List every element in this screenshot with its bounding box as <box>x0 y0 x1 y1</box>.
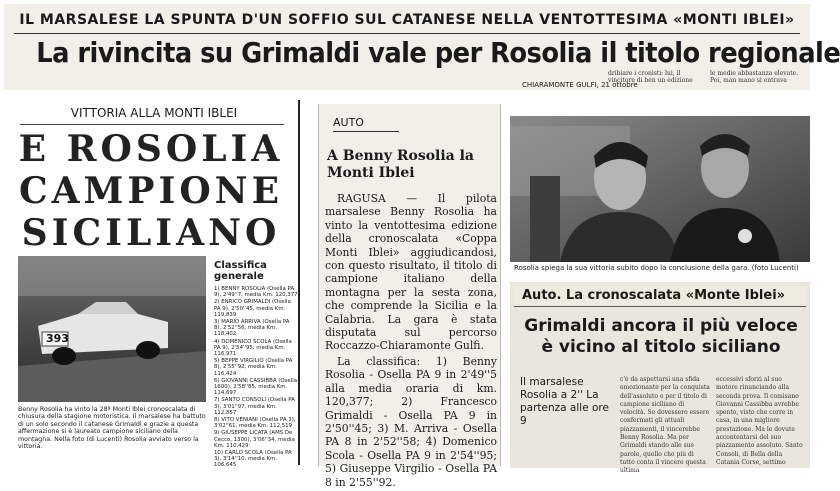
race-car-illustration <box>18 256 206 402</box>
rosolia-photo <box>510 116 810 262</box>
banner-article <box>4 4 840 90</box>
grimaldi-headline: Grimaldi ancora il più veloce è vicino al titolo siciliano <box>524 316 798 357</box>
list-item: 5) BEPPE VIRGILIO (Osella PA 8), 2'55''92, media Km. 116,424 <box>214 358 293 377</box>
classifica-box <box>214 260 298 470</box>
classifica-list <box>214 286 298 469</box>
list-item: 4) DOMENICO SCOLA (Osella PA 9), 2'54''95, media Km. 116,971 <box>214 338 292 358</box>
auto-paragraph: RAGUSA — Il pilota marsalese Benny Rosolia ha vinto la ventottesima edizione della cronoscalata «Coppa Monti Iblei» aggiudicandosi, con questo risultato, il titolo di campione italiano della montagna per la sesta zona, che comprende la Sicilia e la Calabria. La gara è stata disputata sul percorso Roccazzo-Chiaramonte Gulfi. <box>325 192 497 353</box>
list-item: 10) CARLO SCOLA (Osella PA 3), 3'14''10, media Km. 106,645 <box>214 450 292 469</box>
list-item: 1) BENNY ROSOLIA (Osella PA 9), 2'49''7, media Km. 120,377 <box>214 286 298 299</box>
banner-headline: La rivincita su Grimaldi vale per Rosolia il titolo regionale <box>36 36 840 69</box>
banner-snippet-1: dribiare i cronisti: lui, il vincitore di ben un edizione <box>608 70 693 84</box>
vittoria-title <box>10 128 292 254</box>
banner-snippet-2: le medie abbastanza elevate. Poi, man mano si entrava <box>710 70 799 84</box>
vittoria-title-line-3: SICILIANO <box>21 212 281 254</box>
race-car-photo <box>18 256 206 402</box>
auto-headline: A Benny Rosolia la Monti Iblei <box>327 148 475 181</box>
grimaldi-kicker: Auto. La cronoscalata «Monte Iblei» <box>514 286 806 307</box>
auto-article <box>318 104 501 489</box>
grimaldi-body-col-1: c'è da aspettarsi una sfida emozionante per la conquista dell'assoluto e per il titolo di campione siciliano di velocità. Se dovessero essere confermati gli attuali piazzamenti, il vincerebbe Benny Rosolia. Ma per Grimaldi stando alle sue parole, quello che più di tutto conta il vincere questa ultima <box>620 376 710 475</box>
list-item: 9) GIUSEPPE LICATA (AMS De Cecco, 1300), 3'06''34, media Km. 110,429 <box>214 430 295 449</box>
rosolia-photo-illustration <box>510 116 810 262</box>
vittoria-rule <box>20 124 284 125</box>
banner-rule <box>14 33 800 34</box>
auto-paragraph: La classifica: 1) Benny Rosolia - Osella PA 9 in 2'49''5 alla media oraria di km. 120,377; 2) Francesco Grimaldi - Osella PA 9 in 2'50''45; 3) M. Arriva - Osella PA 8 in 2'52''58; 4) Domenico Scola - Osella PA 9 in 2'54''95; 5) Giuseppe Virgilio - Osella PA 8 in 2'55''92. <box>325 354 497 489</box>
car-number: 393 <box>46 332 69 345</box>
banner-kicker: IL MARSALESE LA SPUNTA D'UN SOFFIO SUL CATANESE NELLA VENTOTTESIMA «MONTI IBLEI» <box>19 12 795 28</box>
list-item: 2) ENRICO GRIMALDI (Osella PA 9), 2'50''45, media Km. 119,839 <box>214 299 291 318</box>
list-item: 7) SANTO CONSOLI (Osella PA 3), 3'01''97, media Km. 112,857 <box>214 397 295 416</box>
auto-body <box>325 192 497 491</box>
vittoria-title-line-2: CAMPIONE <box>18 170 284 212</box>
vittoria-kicker: VITTORIA ALLA MONTI IBLEI <box>70 106 238 120</box>
vittoria-article <box>10 100 300 469</box>
race-car-caption: Benny Rosolia ha vinto la 28ª Monti Iblei cronoscalata di chiusura della stagione motoristica. Il marsalese ha battuto di un solo secondo il catanese Grimaldi e grazie a questa affermazione si è laureato campione siciliano della montagna. Nella foto (di Lucenti) Rosolia avviato verso la vittoria. <box>18 406 206 451</box>
rosolia-photo-caption: Rosolia spiega la sua vittoria subito dopo la conclusione della gara. (foto Lucenti) <box>514 264 799 272</box>
auto-kicker: AUTO <box>333 116 399 132</box>
grimaldi-body-col-2: eccessivi sforzi al suo motore rinunciando alla seconda prova. Il comisano Giovanni Cassibba avrebbe spento, visto che corre in casa, in una migliore prestazione. Ma le dovute accontentarsi del suo piazzamento assoluto. Santo Consoli, di Bella della Catania Corse, settimo <box>716 376 803 466</box>
list-item: 6) GIOVANNI CASSIBBA (Osella 1600), 2'58''85, media Km. 114,697 <box>214 377 298 397</box>
vittoria-title-line-1: E ROSOLIA <box>18 128 284 170</box>
banner-dateline: CHIARAMONTE GULFI, 21 ottobre <box>522 81 638 89</box>
grimaldi-subhead: Il marsalese Rosolia a 2'' La partenza alle ore 9 <box>520 376 609 427</box>
list-item: 8) VITO VENIANI (Osella PA 3), 3'02''61, media Km. 112,519 <box>214 417 296 430</box>
grimaldi-article <box>510 282 810 475</box>
list-item: 3) MARIO ARRIVA (Osella PA 8), 2'52''56, media Km. 118,402 <box>214 319 290 338</box>
classifica-title: Classifica generale <box>214 260 267 282</box>
